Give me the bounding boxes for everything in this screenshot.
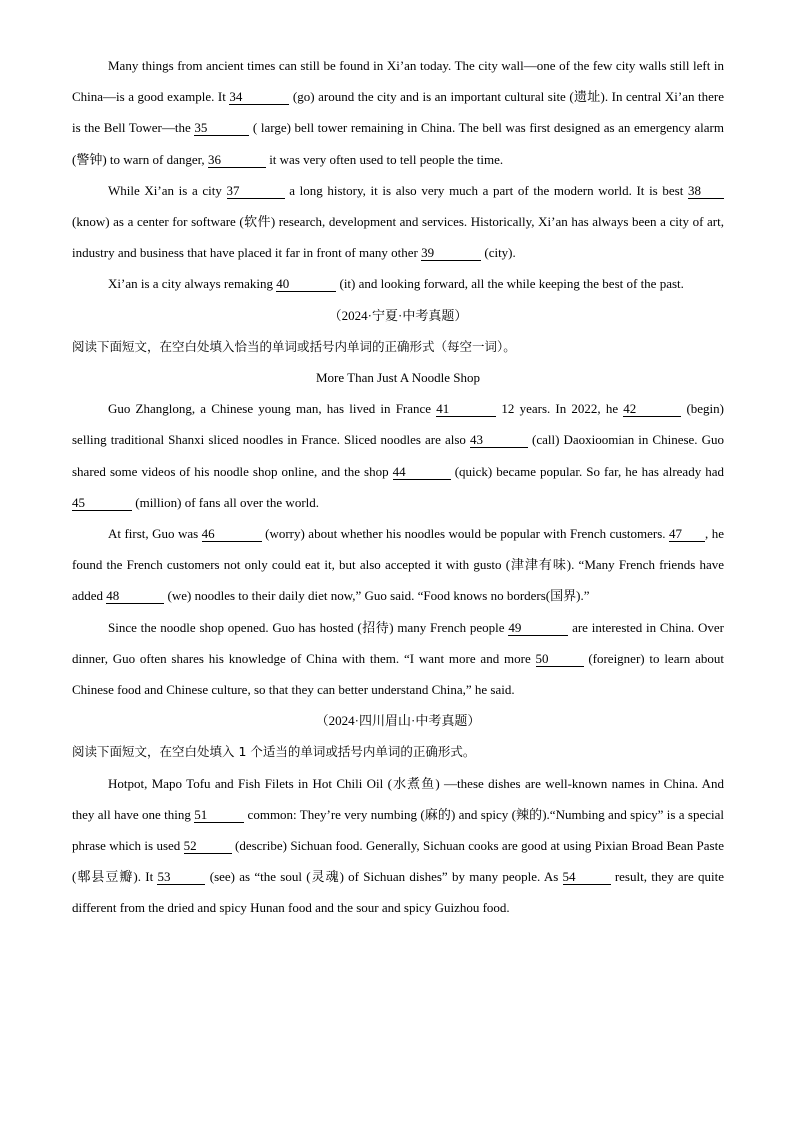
blank-44[interactable]: 44 <box>393 464 451 480</box>
paragraph-xian-2: While Xi’an is a city 37 a long history, it is also very much a part of the modern world. It is best 38 (know) as a center for software (软件) research, development and services. Historically, Xi’an has always been a city of art, industry and business that have placed it far in front of many other 39 (city). <box>72 182 724 261</box>
document-page <box>72 50 724 924</box>
blank-47[interactable]: 47 <box>669 526 705 542</box>
blank-40[interactable]: 40 <box>276 276 336 292</box>
blank-48[interactable]: 48 <box>106 588 164 604</box>
source-ningxia: （2024·宁夏·中考真题） <box>328 307 468 323</box>
paragraph-xian-3: Xi’an is a city always remaking 40 (it) and looking forward, all the while keeping the best of the past. <box>108 276 684 292</box>
blank-35[interactable]: 35 <box>194 120 249 136</box>
source-sichuan: （2024·四川眉山·中考真题） <box>315 713 481 729</box>
instruction-sichuan: 阅读下面短文，在空白处填入 1 个适当的单词或括号内单词的正确形式。 <box>72 744 476 760</box>
blank-38[interactable]: 38 <box>688 183 724 199</box>
blank-46[interactable]: 46 <box>202 526 262 542</box>
paragraph-sichuan-1: Hotpot, Mapo Tofu and Fish Filets in Hot Chili Oil (水煮鱼) —these dishes are well-known names in China. And they all have one thing 51 common: They’re very numbing (麻的) and spicy (辣的).“Numbing and spicy” is a special phrase which is used 52 (describe) Sichuan food. Generally, Sichuan cooks are good at using Pixian Broad Bean Paste (郫县豆瓣). It 53 (see) as “the soul (灵魂) of Sichuan dishes” by many people. As 54 result, they are quite different from the dried and spicy Hunan food and the sour and spicy Guizhou food. <box>72 775 724 916</box>
blank-37[interactable]: 37 <box>227 183 285 199</box>
blank-39[interactable]: 39 <box>421 245 481 261</box>
instruction-ningxia: 阅读下面短文，在空白处填入恰当的单词或括号内单词的正确形式（每空一词）。 <box>72 338 516 354</box>
paragraph-noodle-3: Since the noodle shop opened. Guo has hosted (招待) many French people 49 are interested in China. Over dinner, Guo often shares his knowledge of China with them. “I want more and more 50 (foreigner) to learn about Chinese food and Chinese culture, so that they can better understand China,” he said. <box>72 619 724 698</box>
paragraph-xian-1: Many things from ancient times can still be found in Xi’an today. The city wall—one of the few city walls still left in China—is a good example. It 34 (go) around the city and is an important cultural site (遗址). In central Xi’an there is the Bell Tower—the 35 ( large) bell tower remaining in China. The bell was first designed as an emergency alarm (警钟) to warn of danger, 36 it was very often used to tell people the time. <box>72 58 725 167</box>
blank-51[interactable]: 51 <box>194 807 244 823</box>
paragraph-noodle-2: At first, Guo was 46 (worry) about whether his noodles would be popular with French customers. 47 , he found the French customers not only could eat it, but also accepted it with gusto (津津有味). “Many French friends have added 48 (we) noodles to their daily diet now,” Guo said. “Food knows no borders(国界).” <box>72 526 724 604</box>
blank-50[interactable]: 50 <box>536 651 584 667</box>
blank-52[interactable]: 52 <box>184 838 232 854</box>
paragraph-noodle-1: Guo Zhanglong, a Chinese young man, has lived in France 41 12 years. In 2022, he 42 (begin) selling traditional Shanxi sliced noodles in France. Sliced noodles are also 43 (call) Daoxioomian in Chinese. Guo shared some videos of his noodle shop online, and the shop 44 (quick) became popular. So far, he has already had 45 (million) of fans all over the world. <box>72 401 724 510</box>
blank-41[interactable]: 41 <box>436 401 496 417</box>
blank-53[interactable]: 53 <box>157 869 205 885</box>
passage-title: More Than Just A Noodle Shop <box>315 370 481 386</box>
blank-45[interactable]: 45 <box>72 495 132 511</box>
blank-49[interactable]: 49 <box>508 620 568 636</box>
blank-54[interactable]: 54 <box>563 869 611 885</box>
blank-34[interactable]: 34 <box>229 89 289 105</box>
blank-36[interactable]: 36 <box>208 152 266 168</box>
blank-43[interactable]: 43 <box>470 432 528 448</box>
blank-42[interactable]: 42 <box>623 401 681 417</box>
